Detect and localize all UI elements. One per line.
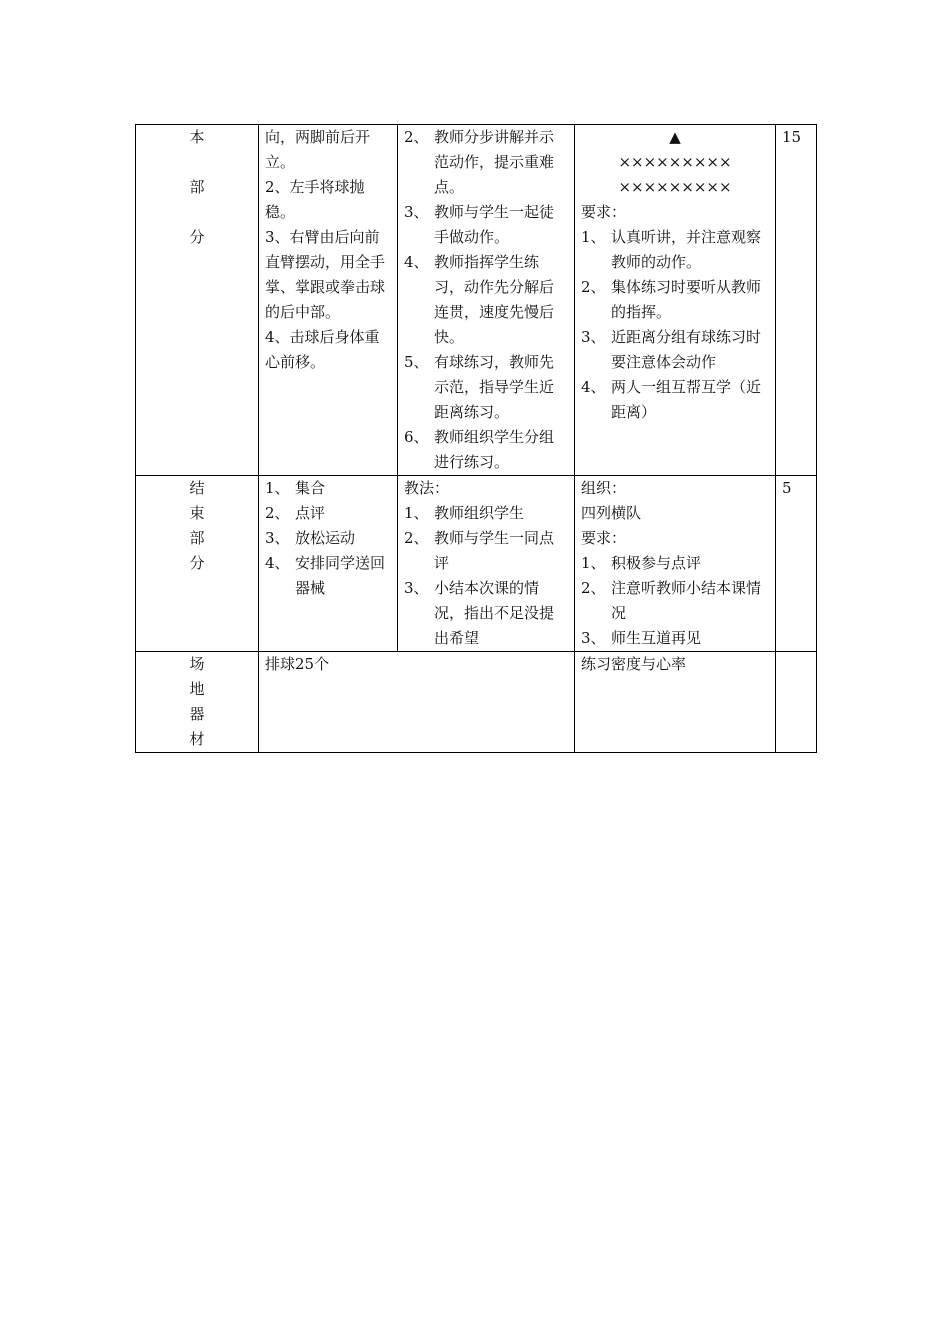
section-label-char: 地 [189,680,205,698]
student-row: ××××××××× [618,153,732,171]
item-text: 教师分步讲解并示范动作，提示重难点。 [434,128,555,196]
item-text: 小结本次课的情况，指出不足没提出希望 [434,579,555,647]
list-item [404,125,568,200]
list-item [404,501,568,526]
equipment-section-label [136,652,259,753]
list-item [404,425,568,475]
item-text: 有球练习，教师先示范，指导学生近距离练习。 [434,353,555,421]
section-label-char: 结 [189,479,205,497]
item-number: 6、 [404,428,429,446]
item-number: 1、 [265,479,290,497]
density-cell: 练习密度与心率 [575,652,776,753]
item-number: 2、 [581,278,606,296]
item-text: 教师组织学生分组进行练习。 [434,428,555,471]
item-text: 集体练习时要听从教师的指挥。 [611,278,762,321]
item-text: 放松运动 [295,529,356,547]
item-text: 教师组织学生 [434,504,525,522]
list-item [265,551,391,601]
list-item [581,375,769,425]
section-label-char: 部 [189,529,205,547]
item-text: 两人一组互帮互学（近距离） [611,378,762,421]
item-text: 注意听教师小结本课情况 [611,579,762,622]
item-number: 2、 [404,128,429,146]
main-methods-cell [398,125,575,476]
section-label-char: 本 [189,128,205,146]
item-text: 集合 [295,479,326,497]
content-line: 2、左手将球抛稳。 [265,178,365,221]
item-number: 3、 [581,328,606,346]
item-number: 3、 [581,629,606,647]
item-number: 4、 [581,378,606,396]
end-section-row [136,476,817,652]
main-minutes: 15 [776,125,817,476]
requirements-label: 要求： [581,203,627,221]
section-label-char: 器 [189,705,205,723]
methods-label: 教法： [404,479,450,497]
item-text: 教师指挥学生练习，动作先分解后连贯，速度先慢后快。 [434,253,555,346]
content-line: 4、击球后身体重心前移。 [265,328,380,371]
item-text: 认真听讲，并注意观察教师的动作。 [611,228,762,271]
item-text: 近距离分组有球练习时要注意体会动作 [611,328,762,371]
item-number: 1、 [404,504,429,522]
main-content-cell [259,125,398,476]
item-text: 教师与学生一起徒手做动作。 [434,203,555,246]
list-item [581,626,769,651]
list-item [265,526,391,551]
list-item [581,225,769,275]
end-methods-cell [398,476,575,652]
list-item [404,250,568,350]
item-number: 5、 [404,353,429,371]
end-minutes: 5 [776,476,817,652]
item-number: 2、 [404,529,429,547]
item-text: 师生互道再见 [611,629,702,647]
main-section-label [136,125,259,476]
main-organization-cell [575,125,776,476]
main-section-row [136,125,817,476]
item-number: 4、 [404,253,429,271]
section-label-char: 场 [189,655,205,673]
item-text: 教师与学生一同点评 [434,529,555,572]
item-number: 2、 [265,504,290,522]
organization-label: 组织： [581,479,627,497]
teacher-triangle-icon: ▲ [669,128,681,146]
list-item [581,576,769,626]
section-label-char: 分 [189,228,205,246]
list-item [581,551,769,576]
item-number: 3、 [265,529,290,547]
end-content-cell [259,476,398,652]
section-label-char: 束 [189,504,205,522]
item-number: 1、 [581,554,606,572]
item-number: 4、 [265,554,290,572]
list-item [581,275,769,325]
section-label-char: 分 [189,554,205,572]
list-item [265,476,391,501]
list-item [404,576,568,651]
end-section-label [136,476,259,652]
list-item [265,501,391,526]
lesson-plan-table [135,124,817,753]
list-item [404,350,568,425]
equipment-cell: 排球25个 [259,652,575,753]
section-label-char: 部 [189,178,205,196]
equipment-minutes [776,652,817,753]
section-label-char: 材 [189,730,205,748]
item-text: 点评 [295,504,326,522]
item-number: 3、 [404,203,429,221]
organization-value: 四列横队 [581,504,642,522]
list-item [404,526,568,576]
list-item [404,200,568,250]
item-text: 积极参与点评 [611,554,702,572]
item-number: 3、 [404,579,429,597]
student-row: ××××××××× [618,178,732,196]
end-organization-cell [575,476,776,652]
requirements-label: 要求： [581,529,627,547]
item-number: 1、 [581,228,606,246]
content-line: 向，两脚前后开立。 [265,128,371,171]
content-line: 3、右臂由后向前直臂摆动，用全手掌、掌跟或拳击球的后中部。 [265,228,386,321]
item-text: 安排同学送回器械 [295,554,386,597]
equipment-row [136,652,817,753]
list-item [581,325,769,375]
item-number: 2、 [581,579,606,597]
